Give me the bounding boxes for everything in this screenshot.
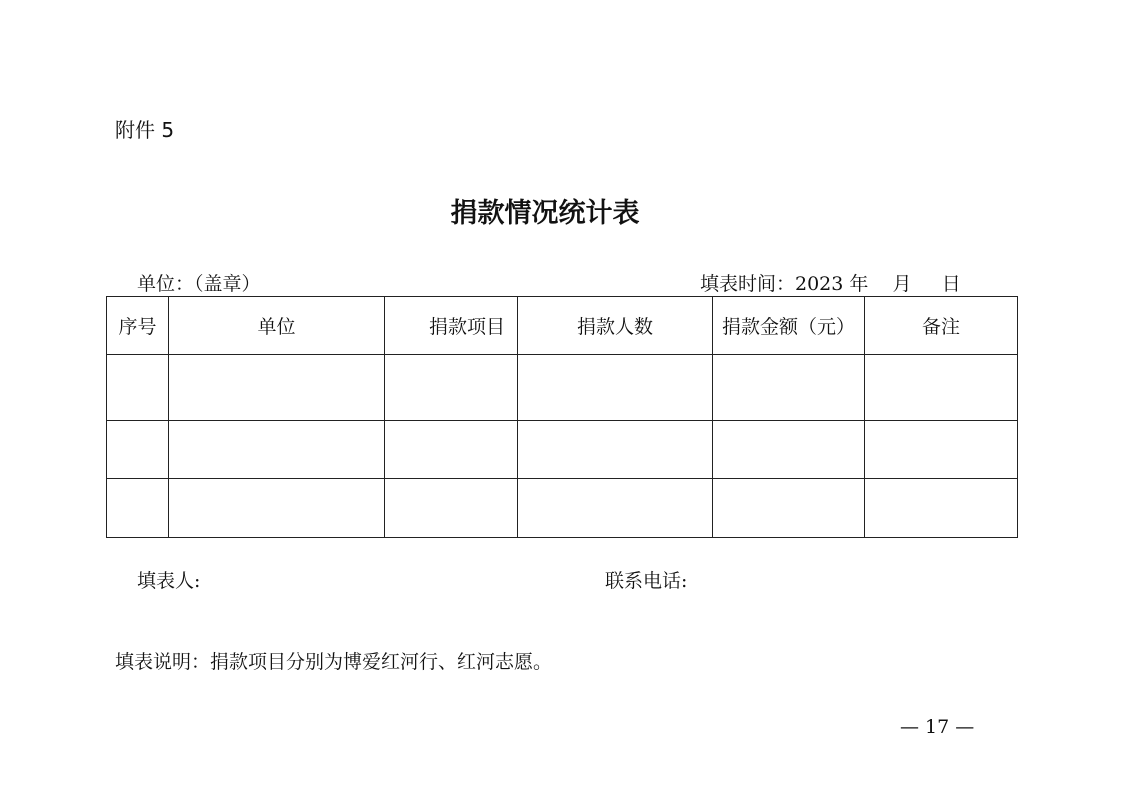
table-header-row xyxy=(107,297,1018,355)
table-cell[interactable] xyxy=(169,421,385,479)
header-donation-amount: 捐款金额（元） xyxy=(713,297,865,355)
table-cell[interactable] xyxy=(865,355,1018,421)
table-cell[interactable] xyxy=(107,479,169,538)
table-cell[interactable] xyxy=(518,479,713,538)
table-cell[interactable] xyxy=(385,355,518,421)
contact-phone-label: 联系电话: xyxy=(605,570,688,592)
donation-statistics-table xyxy=(106,296,1018,538)
table-cell[interactable] xyxy=(385,479,518,538)
table-cell[interactable] xyxy=(865,479,1018,538)
table-cell[interactable] xyxy=(169,479,385,538)
table-cell[interactable] xyxy=(107,355,169,421)
page-number: — 17 — xyxy=(900,716,975,738)
table-row xyxy=(107,479,1018,538)
table-cell[interactable] xyxy=(518,421,713,479)
form-filler-label: 填表人: xyxy=(137,570,201,592)
header-serial-number: 序号 xyxy=(107,297,169,355)
table-cell[interactable] xyxy=(518,355,713,421)
attachment-label: 附件 5 xyxy=(115,118,175,142)
header-donation-project: 捐款项目 xyxy=(385,297,518,355)
unit-seal-label: 单位：（盖章） xyxy=(137,273,261,295)
table-cell[interactable] xyxy=(713,421,865,479)
table-cell[interactable] xyxy=(107,421,169,479)
header-remarks: 备注 xyxy=(865,297,1018,355)
header-donor-count: 捐款人数 xyxy=(518,297,713,355)
header-unit: 单位 xyxy=(169,297,385,355)
filling-instructions: 填表说明：捐款项目分别为博爱红河行、红河志愿。 xyxy=(115,651,553,673)
table-cell[interactable] xyxy=(713,479,865,538)
table-row xyxy=(107,421,1018,479)
table-cell[interactable] xyxy=(385,421,518,479)
document-title: 捐款情况统计表 xyxy=(450,198,640,229)
table-cell[interactable] xyxy=(169,355,385,421)
table-cell[interactable] xyxy=(865,421,1018,479)
table-row xyxy=(107,355,1018,421)
fill-time-label: 填表时间：2023 年 月 日 xyxy=(700,273,961,295)
table-cell[interactable] xyxy=(713,355,865,421)
